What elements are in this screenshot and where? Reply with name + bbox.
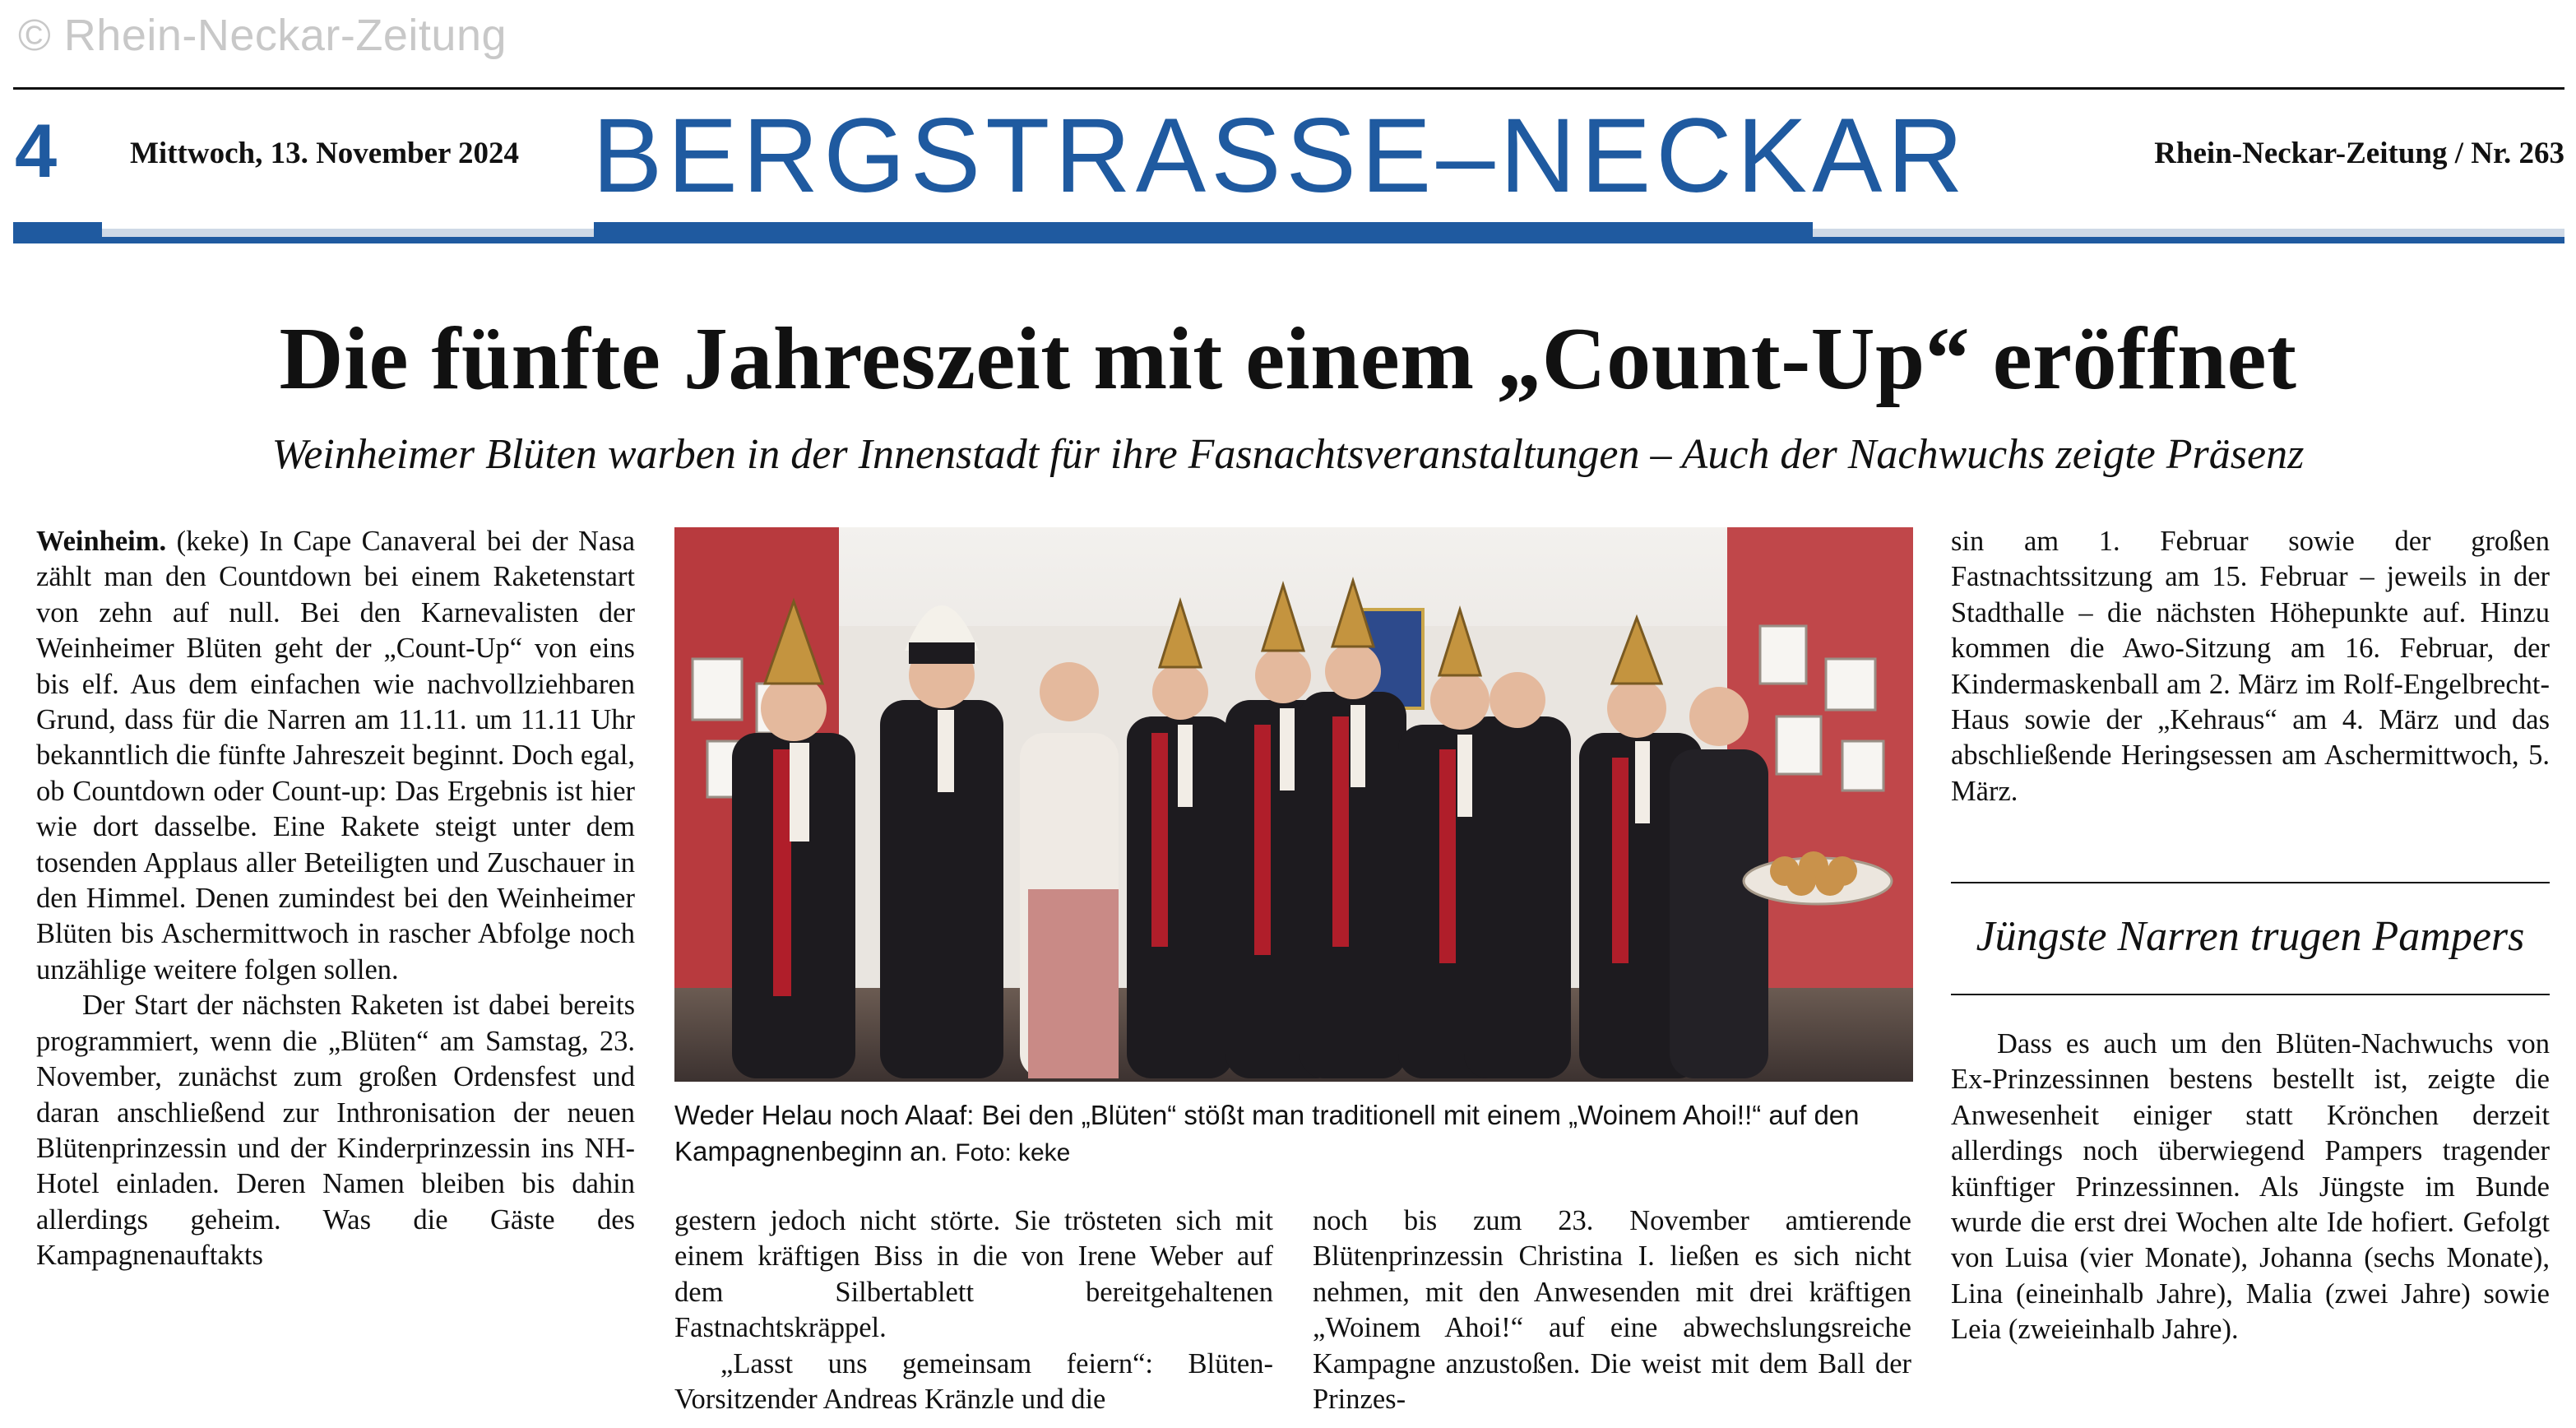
article-subheadline: Weinheimer Blüten warben in der Innenstadt für ihre Fasnachtsveranstaltungen – Auch der Nachwuchs zeigte Präsenz <box>271 431 2305 478</box>
article-column-2 <box>674 1203 1273 1417</box>
caption-text: Weder Helau noch Alaaf: Bei den „Blüten“ stößt man traditionell mit einem „Woinem Ahoi!!“ auf den Kampagnenbeginn an. <box>674 1100 1860 1166</box>
article-column-1 <box>36 524 635 1274</box>
publication-issue: Rhein-Neckar-Zeitung / Nr. 263 <box>2154 137 2564 170</box>
subheading-rule-bottom <box>1951 994 2550 995</box>
issue-date: Mittwoch, 13. November 2024 <box>130 137 520 170</box>
article-headline: Die fünfte Jahreszeit mit einem „Count-Up“ eröffnet <box>279 310 2297 408</box>
article-column-4 <box>1951 524 2550 809</box>
header-color-band <box>13 222 2564 243</box>
article-column-4-continued <box>1951 1027 2550 1348</box>
paragraph: (keke) In Cape Canaveral bei der Nasa zählt man den Countdown bei einem Raketenstart von zehn auf null. Bei den Karnevalisten der Weinheimer Blüten geht der „Count-Up“ von eins bis elf. Aus dem einfachen wie nachvollziehbaren Grund, dass für die Narren am 11.11. um 11.11 Uhr bekanntlich die fünfte Jahreszeit beginnt. Doch egal, ob Countdown oder Count-up: Das Ergebnis ist hier wie dort dasselbe. Eine Rakete steigt unter dem tosenden Applaus aller Beteiligten und Zuschauer in den Himmel. Denen zumindest bei den Weinheimer Blüten bis Aschermittwoch in rascher Abfolge noch unzählige weitere folgen sollen. <box>36 526 636 985</box>
article-subheading: Jüngste Narren trugen Pampers <box>1976 913 2525 960</box>
page-number: 4 <box>15 109 58 193</box>
copyright-watermark: © Rhein-Neckar-Zeitung <box>18 11 507 60</box>
paragraph: noch bis zum 23. November amtierende Blütenprinzessin Christina I. ließen es sich nicht nehmen, mit den Anwesenden mit drei kräftigen „Woinem Ahoi!“ auf eine abwechslungsreiche Kampagne anzustoßen. Die weist mit dem Ball der Prinzes- <box>1313 1205 1911 1416</box>
paragraph: sin am 1. Februar sowie der großen Fastnachtssitzung am 15. Februar – jeweils in der Stadthalle – die nächsten Höhepunkte auf. Hinzu kommen die Awo-Sitzung am 16. Februar, der Kindermaskenball am 2. März im Rolf-Engelbrecht-Haus sowie der „Kehraus“ am 4. März und das abschließende Heringsessen am Aschermittwoch, 5. März. <box>1951 526 2550 807</box>
subheading-rule-top <box>1951 882 2550 883</box>
paragraph: Der Start der nächsten Raketen ist dabei bereits programmiert, wenn die „Blüten“ am Samstag, 23. November, zunächst zum großen Ordensfest und daran anschließend zur Inthronisation der neuen Blütenprinzessin und der Kinderprinzessin ins NH-Hotel einladen. Deren Namen bleiben bis dahin allerdings geheim. Was die Gäste des Kampagnenauftakts <box>36 990 635 1272</box>
group-photo-illustration <box>674 527 1913 1082</box>
paragraph: Dass es auch um den Blüten-Nachwuchs von Ex-Prinzessinnen bestens bestellt ist, zeigte die Anwesenheit einiger statt Krönchen derzeit allerdings noch überwiegend Pampers tragender künftiger Prinzessinnen. Als Jüngste im Bunde wurde die erst drei Wochen alte Ide hofiert. Gefolgt von Luisa (vier Monate), Johanna (sechs Monate), Lina (eineinhalb Jahre), Malia (zwei Jahre) sowie Leia (zweieinhalb Jahre). <box>1951 1028 2550 1346</box>
article-column-3 <box>1313 1203 1911 1417</box>
header-top-rule <box>13 87 2564 90</box>
photo-caption <box>674 1097 1913 1171</box>
paragraph: „Lasst uns gemeinsam feiern“: Blüten-Vorsitzender Andreas Kränzle und die <box>674 1347 1273 1416</box>
article-photo <box>674 527 1913 1082</box>
photo-credit: Foto: keke <box>955 1139 1071 1166</box>
dateline: Weinheim. <box>36 526 167 557</box>
paragraph: gestern jedoch nicht störte. Sie trösteten sich mit einem kräftigen Biss in die von Irene Weber auf dem Silbertablett bereitgehaltenen Fastnachtskräppel. <box>674 1205 1273 1344</box>
section-title: BERGSTRASSE–NECKAR <box>592 97 1968 215</box>
